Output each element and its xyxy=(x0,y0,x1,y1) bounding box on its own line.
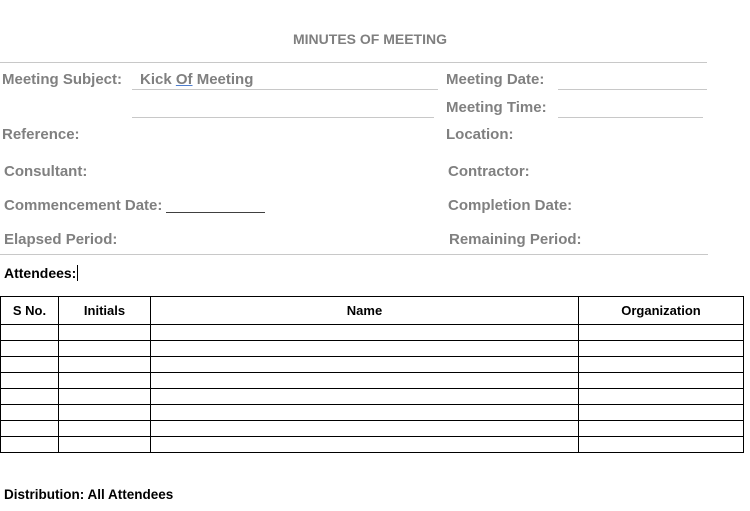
attendees-heading[interactable] xyxy=(4,265,78,281)
cell-organization[interactable] xyxy=(579,341,744,357)
cell-name[interactable] xyxy=(151,373,579,389)
cell-initials[interactable] xyxy=(59,373,151,389)
table-row xyxy=(1,437,744,453)
table-row xyxy=(1,373,744,389)
table-row xyxy=(1,405,744,421)
cell-initials[interactable] xyxy=(59,341,151,357)
cell-name[interactable] xyxy=(151,405,579,421)
header-name: Name xyxy=(151,297,579,325)
cell-name[interactable] xyxy=(151,421,579,437)
reference-label: Reference: xyxy=(2,126,80,143)
cell-initials[interactable] xyxy=(59,421,151,437)
commencement-date-label: Commencement Date: xyxy=(4,197,163,214)
distribution-line: Distribution: All Attendees xyxy=(4,487,174,502)
fields-divider xyxy=(0,254,708,255)
header-initials: Initials xyxy=(59,297,151,325)
header-s-no: S No. xyxy=(1,297,59,325)
cell-organization[interactable] xyxy=(579,421,744,437)
cell-initials[interactable] xyxy=(59,389,151,405)
text-cursor xyxy=(77,265,78,281)
meeting-time-field[interactable] xyxy=(558,117,703,118)
cell-initials[interactable] xyxy=(59,405,151,421)
consultant-label: Consultant: xyxy=(4,163,88,180)
cell-sno[interactable] xyxy=(1,437,59,453)
cell-organization[interactable] xyxy=(579,437,744,453)
header-organization: Organization xyxy=(579,297,744,325)
cell-initials[interactable] xyxy=(59,357,151,373)
table-row xyxy=(1,389,744,405)
meeting-subject-line xyxy=(132,89,438,90)
commencement-date-field[interactable] xyxy=(166,212,265,213)
table-body xyxy=(1,325,744,453)
cell-initials[interactable] xyxy=(59,325,151,341)
cell-sno[interactable] xyxy=(1,421,59,437)
contractor-label: Contractor: xyxy=(448,163,530,180)
subject-word-kick: Kick xyxy=(140,71,172,88)
table-row xyxy=(1,357,744,373)
cell-name[interactable] xyxy=(151,389,579,405)
cell-organization[interactable] xyxy=(579,325,744,341)
meeting-subject-line-2 xyxy=(132,117,434,118)
cell-name[interactable] xyxy=(151,325,579,341)
attendees-table xyxy=(0,296,744,453)
remaining-period-label: Remaining Period: xyxy=(449,231,582,248)
cell-sno[interactable] xyxy=(1,325,59,341)
title-divider xyxy=(0,62,707,63)
cell-sno[interactable] xyxy=(1,389,59,405)
cell-sno[interactable] xyxy=(1,405,59,421)
attendees-label: Attendees: xyxy=(4,265,77,281)
subject-word-of: Of xyxy=(175,71,193,88)
cell-name[interactable] xyxy=(151,357,579,373)
cell-initials[interactable] xyxy=(59,437,151,453)
table-row xyxy=(1,341,744,357)
cell-sno[interactable] xyxy=(1,373,59,389)
location-label: Location: xyxy=(446,126,514,143)
cell-organization[interactable] xyxy=(579,373,744,389)
elapsed-period-label: Elapsed Period: xyxy=(4,231,118,248)
cell-name[interactable] xyxy=(151,437,579,453)
table-header-row xyxy=(1,297,744,325)
cell-organization[interactable] xyxy=(579,405,744,421)
document-title: MINUTES OF MEETING xyxy=(293,31,447,47)
table-row xyxy=(1,421,744,437)
meeting-subject-value[interactable] xyxy=(140,71,253,88)
cell-sno[interactable] xyxy=(1,357,59,373)
completion-date-label: Completion Date: xyxy=(448,197,573,214)
meeting-subject-label: Meeting Subject: xyxy=(2,71,123,88)
meeting-time-label: Meeting Time: xyxy=(446,99,547,116)
subject-word-meeting: Meeting xyxy=(196,71,254,88)
cell-sno[interactable] xyxy=(1,341,59,357)
cell-organization[interactable] xyxy=(579,389,744,405)
table-row xyxy=(1,325,744,341)
cell-organization[interactable] xyxy=(579,357,744,373)
meeting-date-field[interactable] xyxy=(558,89,707,90)
meeting-date-label: Meeting Date: xyxy=(446,71,545,88)
cell-name[interactable] xyxy=(151,341,579,357)
